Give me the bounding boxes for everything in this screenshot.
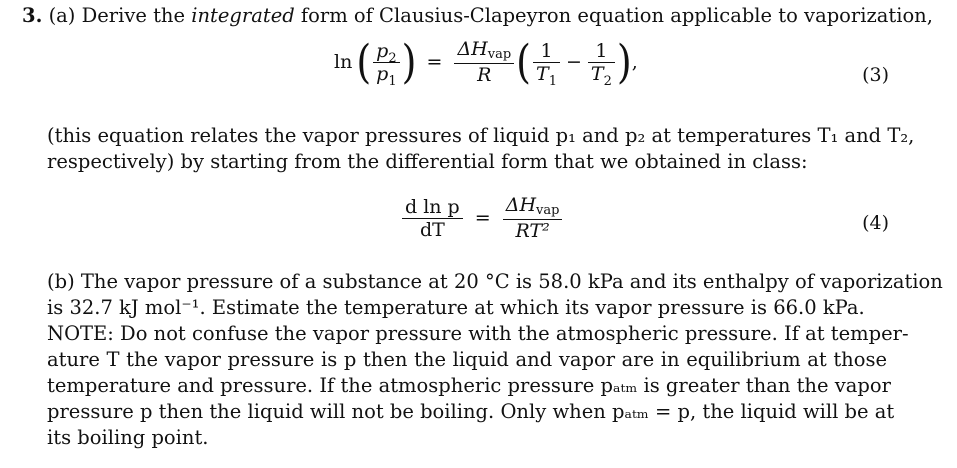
part-a-emphasis: integrated: [191, 4, 295, 27]
relates-line-1: (this equation relates the vapor pressures of liquid p₁ and p₂ at temperatures T₁ and T₂,: [47, 124, 915, 147]
eq3-equals: =: [426, 51, 443, 73]
eq4-derivative: $\frac{\text{d ln p}}{dT}$: [402, 196, 463, 241]
part-a-text-2: form of Clausius-Clapeyron equation applicable to vaporization,: [300, 4, 933, 27]
eq3-right-paren-2: ): [616, 35, 632, 89]
eq3-dh: ΔHvap: [454, 38, 514, 64]
eq3-dh-over-r: [454, 38, 514, 86]
eq3-p1: $p_1$: [376, 62, 397, 89]
part-b-line-1: (b) The vapor pressure of a substance at 20 °C is 58.0 kPa and its enthalpy of vaporization: [47, 270, 943, 293]
part-b-line-3: NOTE: Do not confuse the vapor pressure with the atmospheric pressure. If at temper-: [47, 322, 909, 345]
eq3-minus: −: [565, 51, 582, 73]
eq3-pressure-ratio: [373, 39, 399, 89]
part-b-line-6: pressure p then the liquid will not be boiling. Only when pₐₜₘ = p, the liquid will be at: [47, 400, 895, 423]
eq4-equals: =: [474, 207, 491, 229]
equation-4-number: (4): [862, 212, 889, 234]
eq3-inv-t2: $\frac{1}{T_2}$: [588, 40, 615, 85]
part-a-label: (a): [48, 4, 76, 27]
equation-3-number: (3): [862, 64, 889, 86]
eq3-left-paren-1: (: [356, 35, 372, 89]
relates-line-2: respectively) by starting from the differential form that we obtained in class:: [47, 150, 808, 173]
eq3-right-paren-1: ): [401, 35, 417, 89]
part-a-intro: [22, 4, 933, 28]
part-b-line-4: ature T the vapor pressure is p then the liquid and vapor are in equilibrium at those: [47, 348, 887, 371]
equation-3: [330, 35, 638, 89]
equation-4: [400, 194, 564, 242]
eq4-rhs: $\frac{\text{ΔHvap}}{\text{RT²}}$: [503, 194, 563, 242]
part-b-line-2: is 32.7 kJ mol⁻¹. Estimate the temperature at which its vapor pressure is 66.0 kPa.: [47, 296, 865, 319]
eq3-comma: ,: [631, 51, 638, 73]
eq3-p2: $p_2$: [373, 40, 399, 63]
question-number: 3.: [22, 4, 43, 27]
eq3-inv-t1: $\frac{1}{T_1}$: [533, 40, 560, 85]
eq3-left-paren-2: (: [516, 35, 531, 89]
part-a-text-1: Derive the: [81, 4, 186, 27]
part-b-line-5: temperature and pressure. If the atmospheric pressure pₐₜₘ is greater than the vapor: [47, 374, 891, 397]
part-b-line-7: its boiling point.: [47, 426, 209, 449]
eq3-ln: ln: [334, 51, 353, 73]
eq3-r: R: [477, 64, 492, 86]
